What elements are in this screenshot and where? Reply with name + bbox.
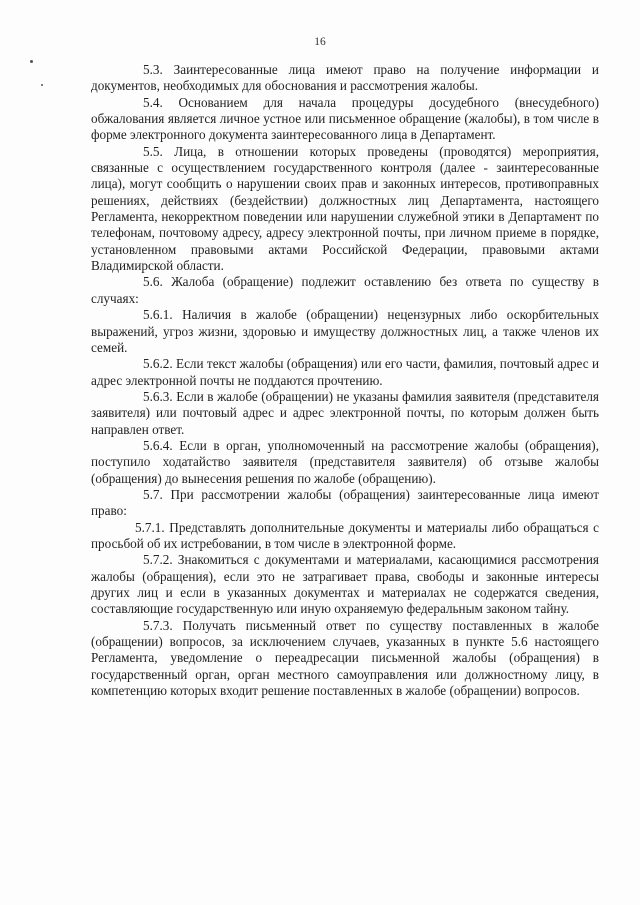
paragraph-5-6-2: 5.6.2. Если текст жалобы (обращения) или его части, фамилия, почтовый адрес и адрес электронной почты не поддаются прочтению.	[91, 356, 599, 388]
scan-speck	[41, 84, 43, 86]
paragraph-5-3: 5.3. Заинтересованные лица имеют право на получение информации и документов, необходимых для обоснования и рассмотрения жалобы.	[91, 62, 599, 94]
paragraph-5-7: 5.7. При рассмотрении жалобы (обращения) заинтересованные лица имеют право:	[91, 486, 599, 519]
paragraph-5-4: 5.4. Основанием для начала процедуры досудебного (внесудебного) обжалования является личное устное или письменное обращение (жалобы), в том числе в форме электронного документа заинтересованного лица в Департамент.	[91, 94, 599, 143]
paragraph-5-6-1: 5.6.1. Наличия в жалобе (обращении) нецензурных либо оскорбительных выражений, угроз жизни, здоровью и имуществу должностных лиц, а также членов их семей.	[91, 307, 599, 355]
paragraph-5-6: 5.6. Жалоба (обращение) подлежит оставлению без ответа по существу в случаях:	[91, 274, 599, 306]
document-body	[91, 62, 599, 699]
paragraph-5-6-4: 5.6.4. Если в орган, уполномоченный на рассмотрение жалобы (обращения), поступило ходатайство заявителя (представителя заявителя) об отзыве жалобы (обращения) до вынесения решения по жалобе (обращению).	[91, 437, 599, 486]
paragraph-5-5: 5.5. Лица, в отношении которых проведены (проводятся) мероприятия, связанные с осуществлением государственного контроля (далее - заинтересованные лица), могут сообщить о нарушении своих прав и законных интересов, противоправных решениях, действиях (бездействии) должностных лиц Департамента, настоящего Регламента, некорректном поведении или нарушении служебной этики в Департамент по телефонам, почтовому адресу, адресу электронной почты, при личном приеме в порядке, установленном правовыми актами Российской Федерации, правовыми актами Владимирской области.	[91, 143, 599, 274]
paragraph-5-7-1: 5.7.1. Представлять дополнительные документы и материалы либо обращаться с просьбой об их истребовании, в том числе в электронной форме.	[91, 519, 599, 551]
scan-speck	[30, 60, 33, 63]
paragraph-5-7-2: 5.7.2. Знакомиться с документами и материалами, касающимися рассмотрения жалобы (обращения), если это не затрагивает права, свободы и законные интересы других лиц и если в указанных документах и материалах не содержатся сведения, составляющие государственную или иную охраняемую федеральным законом тайну.	[91, 552, 599, 617]
page-number: 16	[314, 36, 326, 48]
paragraph-5-7-3: 5.7.3. Получать письменный ответ по существу поставленных в жалобе (обращении) вопросов, за исключением случаев, указанных в пункте 5.6 настоящего Регламента, уведомление о переадресации письменной жалобы (обращения) в государственный орган, орган местного самоуправления или должностному лицу, в компетенцию которых входит решение поставленных в жалобе (обращении) вопросов.	[91, 617, 599, 699]
paragraph-5-6-3: 5.6.3. Если в жалобе (обращении) не указаны фамилия заявителя (представителя заявителя) или почтовый адрес и адрес электронной почты, по которым должен быть направлен ответ.	[91, 388, 599, 437]
